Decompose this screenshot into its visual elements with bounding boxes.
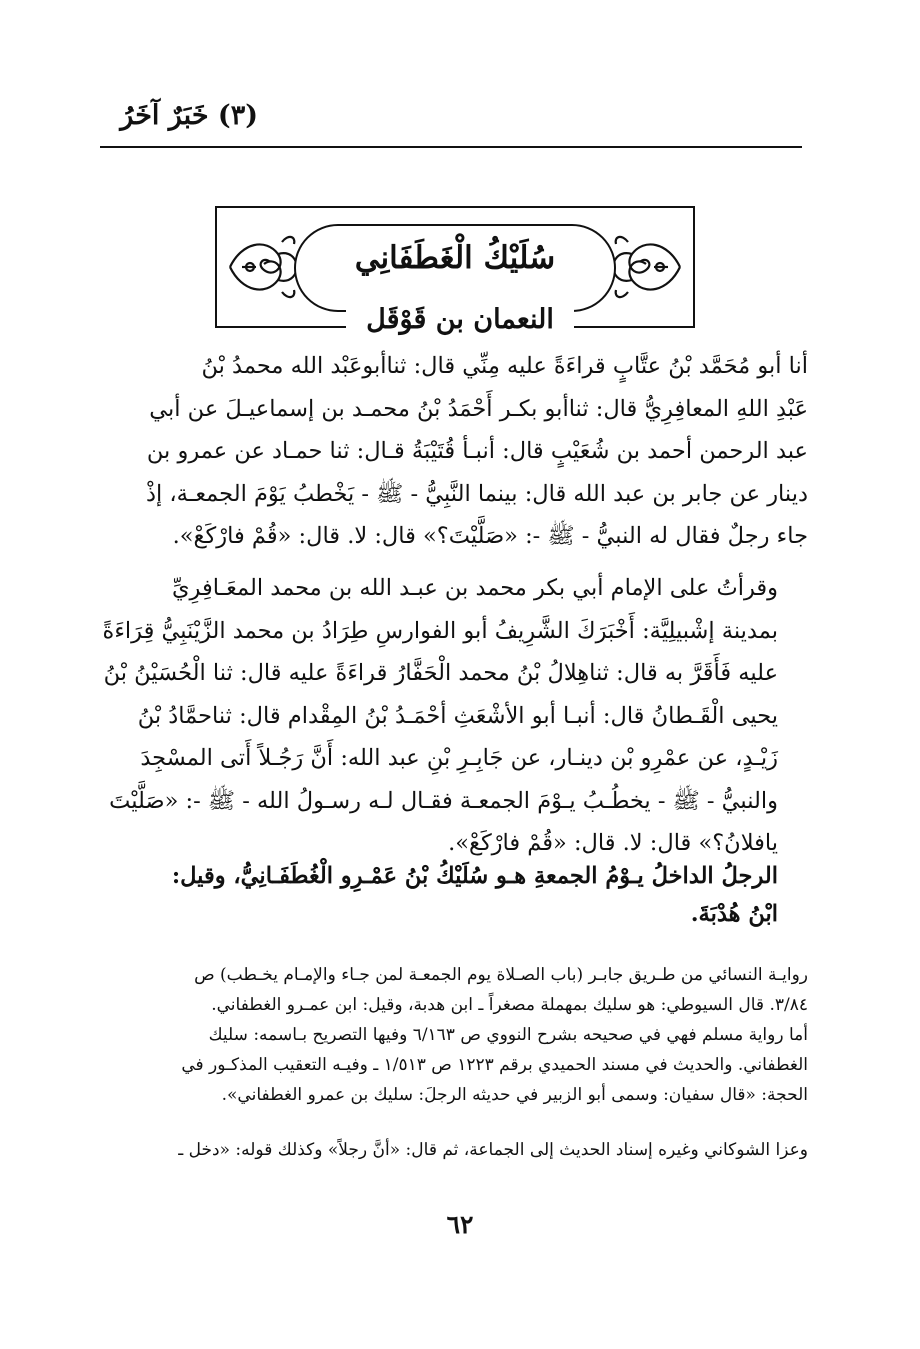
footnote-continuation <box>108 1135 808 1165</box>
header-rule <box>100 146 802 148</box>
text-line: عَبْدِ اللهِ المعافِرِيُّ قال: ثناأبو بكـر أَحْمَدُ بْنُ محمـد بن إسماعيـلَ عن أبي <box>149 395 808 422</box>
text-line: والنبيُّ - ﷺ - يخطُـبُ يـوْمَ الجمعـة فقـال لـه رسـولُ الله - ﷺ -: «صَلَّيْتَ <box>109 787 778 814</box>
text-line: يحيى الْقَـطانُ قال: أنبـا أبو الأشْعَثِ أحْمَـدُ بْنُ المِقْدام قال: ثناحمَّادُ بْنُ <box>137 702 778 729</box>
text-line: أنا أبو مُحَمَّد بْنُ عتَّابٍ قراءَةً عليه مِنِّي قال: ثناأبوعَبْد الله محمدُ بْنُ <box>201 353 808 379</box>
page-number: ٦٢ <box>446 1210 474 1239</box>
text-line: وقرأتُ على الإمام أبي بكر محمد بن عبـد الله بن محمد المعَـافِرِيِّ <box>171 575 778 601</box>
running-header: (٣) خَبَرٌ آخَرُ <box>120 100 258 131</box>
hadith-paragraph-1 <box>103 345 808 558</box>
footnote-line: وعزا الشوكاني وغيره إسناد الحديث إلى الجماعة، ثم قال: «أنَّ رجلاً» وكذلك قوله: «دخل ـ <box>178 1140 808 1160</box>
subtitle-rule <box>560 326 694 328</box>
section-subtitle: النعمان بن قَوْقَل <box>346 300 574 340</box>
text-line: زَيْـدٍ، عن عمْرِو بْن دينـار، عن جَابِـرِ بْنِ عبد الله: أَنَّ رَجُـلاً أَتى المسْجِدَ <box>140 745 778 771</box>
text-line: يافلانُ؟» قال: لا. قال: «قُمْ فارْكَعْ». <box>448 830 778 856</box>
text-line: جاء رجلٌ فقال له النبيُّ - ﷺ -: «صَلَّيْتَ؟» قال: لا. قال: «قُمْ فارْكَعْ». <box>172 523 808 549</box>
footnote-line: أما رواية مسلم فهي في صحيحه بشرح النووي ص ٦/١٦٣ وفيها التصريح بـاسمه: سليك <box>208 1025 808 1045</box>
footnote-line: ٣/٨٤. قال السيوطي: هو سليك بمهملة مصغراً ـ ابن هدبة، وقيل: ابن عمـرو الغطفاني. <box>211 995 808 1015</box>
footnote-line: الغطفاني. والحديث في مسند الحميدي برقم ١٢٢٣ ص ١/٥١٣ ـ وفيـه التعقيب المذكـور في <box>181 1055 808 1075</box>
text-line: بمدينة إشْبيلِيَّة: أَخْبَرَكَ الشَّرِيفُ أبو الفوارسِ طِرَادُ بن محمد الزَّيْنَبِيُّ قِرَاءَةً <box>103 617 778 644</box>
footnote-line: الحجة: «قال سفيان: وسمى أبو الزبير في حديثه الرجلَ: سليك بن عمرو الغطفاني». <box>221 1085 808 1105</box>
left-ornament-icon <box>222 222 302 312</box>
text-line: ابْنُ هُدْبَةَ. <box>690 901 778 927</box>
text-line: عليه فَأَقَرَّ به قال: ثناهِلالُ بْنُ محمد الْحَفَّارُ قراءَةً عليه قال: ثنا الْحُسَيْنُ بْنُ <box>103 660 778 686</box>
identification-paragraph <box>103 857 808 933</box>
text-line: عبد الرحمن أحمد بن شُعَيْبٍ قال: أنبـأ قُتَيْبَةُ قـال: ثنا حمـاد عن عمرو بن <box>146 438 808 464</box>
text-line: دينار عن جابر بن عبد الله قال: بينما النَّبِيُّ - ﷺ - يَخْطبُ يَوْمَ الجمعـة، إذْ <box>145 480 808 507</box>
hadith-paragraph-2 <box>103 567 808 865</box>
text-line: الرجلُ الداخلُ يـوْمُ الجمعةِ هـو سُلَيْكُ بْنُ عَمْـرِو الْغُطَفَـانِيُّ، وقيل: <box>171 863 778 889</box>
footnote <box>108 960 808 1110</box>
footnote-line: روايـة النسائي من طـريق جابـر (باب الصـلاة يوم الجمعـة لمن جـاء والإمـام يخـطب) ص <box>194 965 808 985</box>
section-title: سُلَيْكُ الْغَطَفَانِي <box>354 240 556 276</box>
right-ornament-icon <box>608 222 688 312</box>
